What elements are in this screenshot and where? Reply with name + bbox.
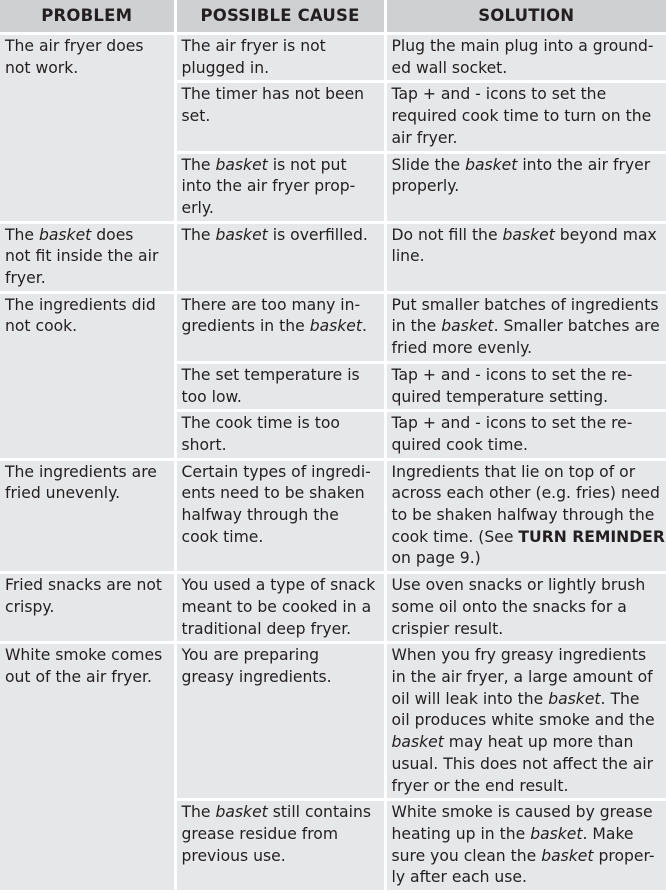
problem-cell: The air fryer does not work. xyxy=(0,34,175,223)
solution-cell: Plug the main plug into a ground- ed wall socket. xyxy=(385,34,666,82)
table-row xyxy=(0,292,666,362)
problem-cell: White smoke comes out of the air fryer. xyxy=(0,643,175,892)
cause-cell: The cook time is too short. xyxy=(175,411,385,459)
cause-cell: The basket is not put into the air fryer prop- erly. xyxy=(175,152,385,222)
cause-cell: There are too many in- gredients in the basket. xyxy=(175,292,385,362)
table-header-row xyxy=(0,0,666,34)
problem-cell: The ingredients are fried unevenly. xyxy=(0,459,175,573)
solution-cell: Tap + and - icons to set the re- quired cook time. xyxy=(385,411,666,459)
cause-cell: The set temperature is too low. xyxy=(175,362,385,410)
solution-cell: Put smaller batches of ingredients in the basket. Smaller batches are fried more evenly. xyxy=(385,292,666,362)
solution-cell: White smoke is caused by grease heating up in the basket. Make sure you clean the basket proper- ly after each use. xyxy=(385,800,666,892)
solution-cell: Slide the basket into the air fryer properly. xyxy=(385,152,666,222)
solution-cell: Tap + and - icons to set the required cook time to turn on the air fryer. xyxy=(385,82,666,152)
solution-cell: Tap + and - icons to set the re- quired temperature setting. xyxy=(385,362,666,410)
solution-cell: Ingredients that lie on top of or across each other (e.g. fries) need to be shaken halfway through the cook time. (See TURN REMINDER on page 9.) xyxy=(385,459,666,573)
table-row xyxy=(0,222,666,292)
solution-cell: Do not fill the basket beyond max line. xyxy=(385,222,666,292)
cause-cell: The basket still contains grease residue from previous use. xyxy=(175,800,385,892)
table-row xyxy=(0,459,666,573)
table-row xyxy=(0,34,666,82)
table-row xyxy=(0,643,666,800)
solution-cell: When you fry greasy ingredients in the air fryer, a large amount of oil will leak into the basket. The oil produces white smoke and the basket may heat up more than usual. This does not affect the air fryer or the end result. xyxy=(385,643,666,800)
cause-cell: The air fryer is not plugged in. xyxy=(175,34,385,82)
problem-cell: The ingredients did not cook. xyxy=(0,292,175,459)
solution-cell: Use oven snacks or lightly brush some oil onto the snacks for a crispier result. xyxy=(385,573,666,643)
cause-cell: The timer has not been set. xyxy=(175,82,385,152)
header-possible-cause: POSSIBLE CAUSE xyxy=(175,0,385,34)
problem-cell: Fried snacks are not crispy. xyxy=(0,573,175,643)
cause-cell: You are preparing greasy ingredients. xyxy=(175,643,385,800)
cause-cell: The basket is overfilled. xyxy=(175,222,385,292)
header-problem: PROBLEM xyxy=(0,0,175,34)
problem-cell: The basket does not fit inside the air fryer. xyxy=(0,222,175,292)
table-row xyxy=(0,573,666,643)
header-solution: SOLUTION xyxy=(385,0,666,34)
cause-cell: You used a type of snack meant to be cooked in a traditional deep fryer. xyxy=(175,573,385,643)
cause-cell: Certain types of ingredi- ents need to be shaken halfway through the cook time. xyxy=(175,459,385,573)
